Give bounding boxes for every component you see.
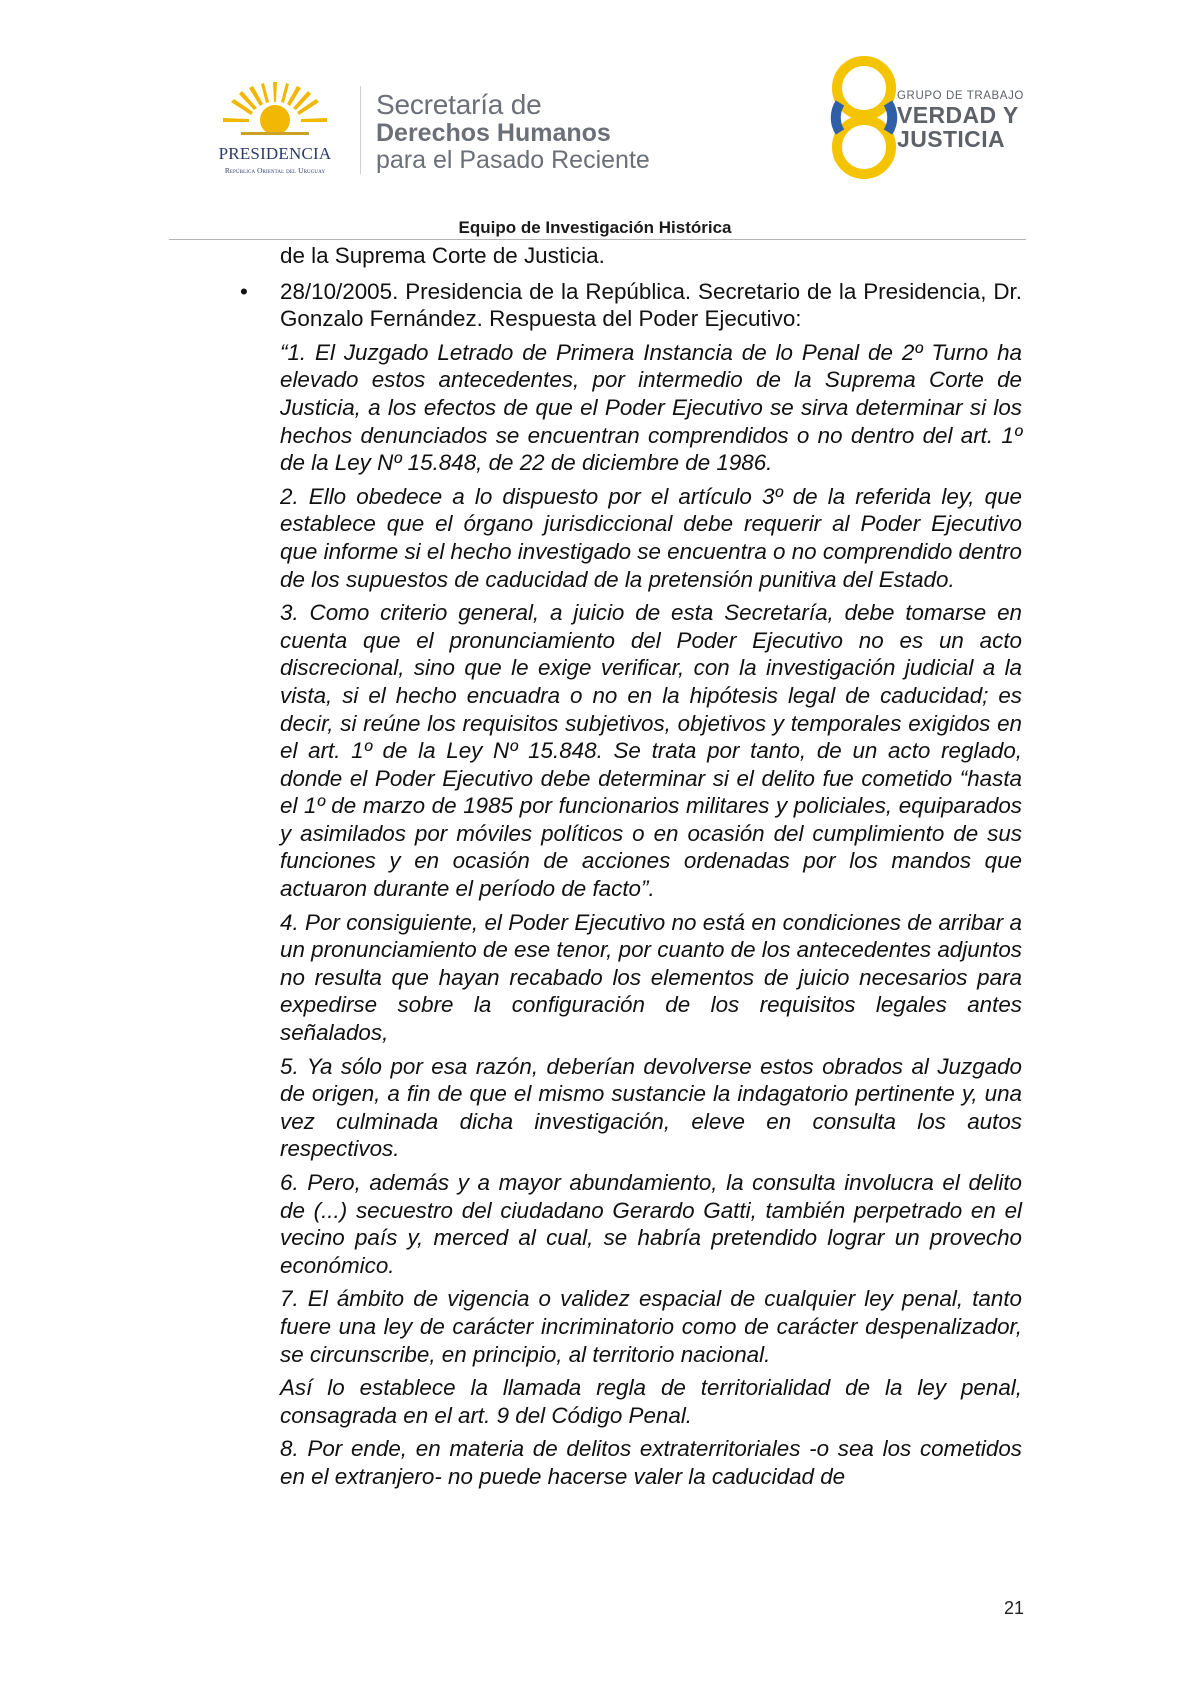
quote-paragraph-7: 7. El ámbito de vigencia o validez espacial de cualquier ley penal, tanto fuere una ley de carácter incriminatorio como de carácter despenalizador, se circunscribe, en principio, al territorio nacional. bbox=[280, 1286, 1022, 1367]
verdad-justicia-rings-icon bbox=[822, 55, 902, 180]
gtvj-line-1: VERDAD Y bbox=[897, 102, 1019, 128]
entry-intro: 28/10/2005. Presidencia de la República. Secretario de la Presidencia, Dr. Gonzalo Fernández. Respuesta del Poder Ejecutivo: bbox=[280, 278, 1022, 332]
gtvj-small-label: GRUPO DE TRABAJO bbox=[897, 90, 1024, 102]
secretaria-line-1: Secretaría de bbox=[376, 89, 542, 120]
quote-paragraph-6: 6. Pero, además y a mayor abundamiento, la consulta involucra el delito de (...) secuestro del ciudadano Gerardo Gatti, también perpetrado en el vecino país y, merced al cual, se habría pretendido lograr un provecho económico. bbox=[280, 1170, 1022, 1278]
document-body bbox=[240, 242, 1022, 1497]
secretaria-line-3: para el Pasado Reciente bbox=[376, 146, 650, 174]
quote-paragraph-4: 4. Por consiguiente, el Poder Ejecutivo no está en condiciones de arribar a un pronunciamiento de ese tenor, por cuanto de los antecedentes adjuntos no resulta que hayan recabado los elementos de juicio necesarios para expedirse sobre la configuración de los requisitos legales antes señalados, bbox=[280, 909, 1022, 1046]
presidencia-name: PRESIDENCIA bbox=[218, 144, 332, 163]
bullet-icon: • bbox=[240, 278, 248, 304]
presidencia-subtitle: República Oriental del Uruguay bbox=[224, 166, 326, 175]
team-label: Equipo de Investigación Histórica bbox=[458, 218, 732, 237]
quote-paragraph-9: 8. Por ende, en materia de delitos extraterritoriales -o sea los cometidos en el extranjero- no puede hacerse valer la caducidad de bbox=[280, 1436, 1022, 1489]
sun-icon bbox=[223, 80, 327, 142]
quote-paragraph-2: 2. Ello obedece a lo dispuesto por el artículo 3º de la referida ley, que establece que el órgano jurisdiccional debe requerir al Poder Ejecutivo que informe si el hecho investigado se encuentra o no comprendido dentro de los supuestos de caducidad de la pretensión punitiva del Estado. bbox=[280, 483, 1022, 592]
header-rule bbox=[169, 239, 1026, 240]
quote-paragraph-3: 3. Como criterio general, a juicio de esta Secretaría, debe tomarse en cuenta que el pronunciamiento del Poder Ejecutivo no es un acto discrecional, sino que le exige verificar, con la investigación judicial a la vista, si el hecho encuadra o no en la hipótesis legal de caducidad; es decir, si reúne los requisitos subjetivos, objetivos y temporales exigidos en el art. 1º de la Ley Nº 15.848. Se trata por tanto, de un acto reglado, donde el Poder Ejecutivo debe determinar si el delito fue cometido “hasta el 1º de marzo de 1985 por funcionarios militares y policiales, equiparados y asimilados por móviles políticos o en ocasión del cumplimiento de sus funciones y en ocasión de acciones ordenadas por los mandos que actuaron durante el período de facto”. bbox=[280, 600, 1022, 902]
gtvj-line-2: JUSTICIA bbox=[897, 126, 1005, 152]
continuation-text: de la Suprema Corte de Justicia. bbox=[280, 243, 605, 268]
presidencia-logo bbox=[195, 80, 355, 180]
page-number: 21 bbox=[1004, 1598, 1025, 1618]
secretaria-title bbox=[376, 90, 650, 174]
quote-paragraph-1: “1. El Juzgado Letrado de Primera Instancia de lo Penal de 2º Turno ha elevado estos antecedentes, por intermedio de la Suprema Corte de Justicia, a los efectos de que el Poder Ejecutivo se sirva determinar si los hechos denunciados se encuentran comprendidos o no dentro del art. 1º de la Ley Nº 15.848, de 22 de diciembre de 1986. bbox=[280, 339, 1022, 476]
header-divider bbox=[360, 86, 361, 174]
verdad-justicia-title bbox=[897, 90, 1024, 151]
quote-paragraph-8: Así lo establece la llamada regla de territorialidad de la ley penal, consagrada en el art. 9 del Código Penal. bbox=[280, 1375, 1022, 1428]
list-item bbox=[240, 278, 1022, 333]
quote-paragraph-5: 5. Ya sólo por esa razón, deberían devolverse estos obrados al Juzgado de origen, a fin de que el mismo sustancie la indagatorio pertinente y, una vez culminada dicha investigación, eleve en consulta los autos respectivos. bbox=[280, 1053, 1022, 1162]
secretaria-line-2: Derechos Humanos bbox=[376, 119, 611, 147]
